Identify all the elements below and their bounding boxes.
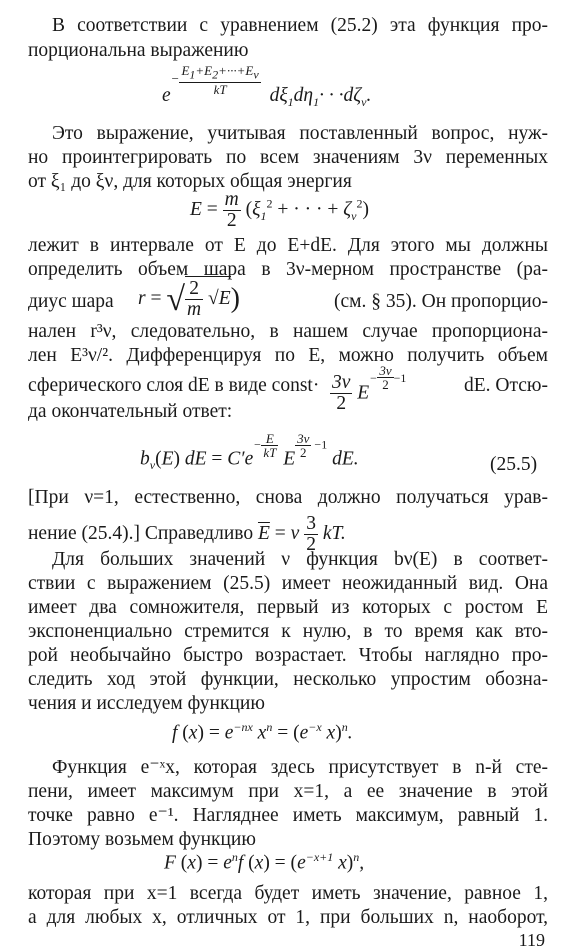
text-line: чения и исследуем функцию bbox=[28, 693, 265, 714]
text-line: Это выражение, учитывая поставленный вопрос, нуж- bbox=[52, 123, 548, 144]
text-line: ствии с выражением (25.5) имеет неожиданный вид. Она bbox=[28, 573, 548, 594]
text-line: точке равно e⁻¹. Нагляднее иметь максимум, равный 1. bbox=[28, 805, 548, 826]
text-line: нален r³ν, следовательно, в нашем случае пропорциона- bbox=[28, 321, 548, 342]
text-line: порциональна выражению bbox=[28, 40, 249, 61]
text-line: В соответствии с уравнением (25.2) эта функция про- bbox=[52, 15, 548, 36]
text-fragment: dE. Отсю- bbox=[464, 375, 548, 396]
text-line: следить ход этой функции, несколько упростим обозна- bbox=[28, 669, 548, 690]
text-line: от ξ₁ до ξν, для которых общая энергия bbox=[28, 171, 352, 192]
text-fragment: (см. § 35). Он пропорцио- bbox=[334, 291, 548, 312]
formula-shell: $\frac{3\nu}{2}$ E− $\frac{3\nu}{2}$ −1 bbox=[332, 363, 407, 415]
text-line: рой необычайно быстро возрастает. Чтобы наглядно про- bbox=[28, 645, 548, 666]
text-line: лежит в интервале от E до E+dE. Для этого мы должны bbox=[28, 235, 548, 256]
text-line: которая при x=1 всегда будет иметь значение, равное 1, bbox=[28, 883, 548, 904]
page-number: 119 bbox=[518, 930, 545, 950]
equation-number: (25.5) bbox=[490, 454, 538, 475]
formula-energy: E = $\frac{m}{2}$ ($\xi_1^2$ + · · · + $\zeta_\nu^2$) bbox=[190, 189, 369, 231]
text-line: [При ν=1, естественно, снова должно получаться урав- bbox=[28, 487, 548, 508]
text-line: Поэтому возьмем функцию bbox=[28, 829, 256, 850]
text-line: а для любых x, отличных от 1, при больших n, наоборот, bbox=[28, 907, 548, 928]
formula-25-5: $b_\nu(E)$ dE = C′e− $\frac{E}{kT}$ E $\frac{3\nu}{2}$ −1 dE. bbox=[140, 431, 359, 473]
text-line: да окончательный ответ: bbox=[28, 401, 233, 422]
formula-mean-energy: $\overline{E} = \nu$ $\frac{3}{2}$ kT. bbox=[257, 513, 346, 555]
formula-radius: r = √ $\frac{2}{m}$ √E) bbox=[138, 278, 240, 320]
formula-exponential: e− $\frac{E_1+E_2+\cdot\cdot\cdot+E_\nu}{kT}$ $d\xi_1d\eta_1\cdot \cdot \cdot d\zeta_\nu$. bbox=[162, 63, 372, 109]
text-line: определить объем шара в 3ν-мерном пространстве (ра- bbox=[28, 259, 548, 280]
text-line: экспоненциально стремится к нулю, в то время как вто- bbox=[28, 621, 548, 642]
text-fragment: диус шара bbox=[28, 291, 114, 312]
text-line: Для больших значений ν функция bν(E) в соответ- bbox=[52, 549, 548, 570]
formula-f: f $(x) = e^{-nx}$ $x^n = (e^{-x}$ x)$^n$. bbox=[172, 720, 353, 744]
text-line: лен E³ν/². Дифференцируя по E, можно получить объем bbox=[28, 345, 548, 366]
text-fragment: нение (25.4).] Справедливо bbox=[28, 522, 254, 544]
text-line: но проинтегрировать по всем значениям 3ν переменных bbox=[28, 147, 548, 168]
text-line: имеет два сомножителя, первый из которых с ростом E bbox=[28, 597, 548, 618]
text-line: пени, имеет максимум при x=1, а ее значение в этой bbox=[28, 781, 548, 802]
formula-F: F $(x) = e^nf$ $(x) = (e^{-x+1}$ x)$^n$, bbox=[164, 850, 365, 874]
text-fragment: сферического слоя dE в виде const· bbox=[28, 375, 320, 396]
text-line: Функция e⁻ˣx, которая здесь присутствует в n-й сте- bbox=[52, 757, 548, 778]
